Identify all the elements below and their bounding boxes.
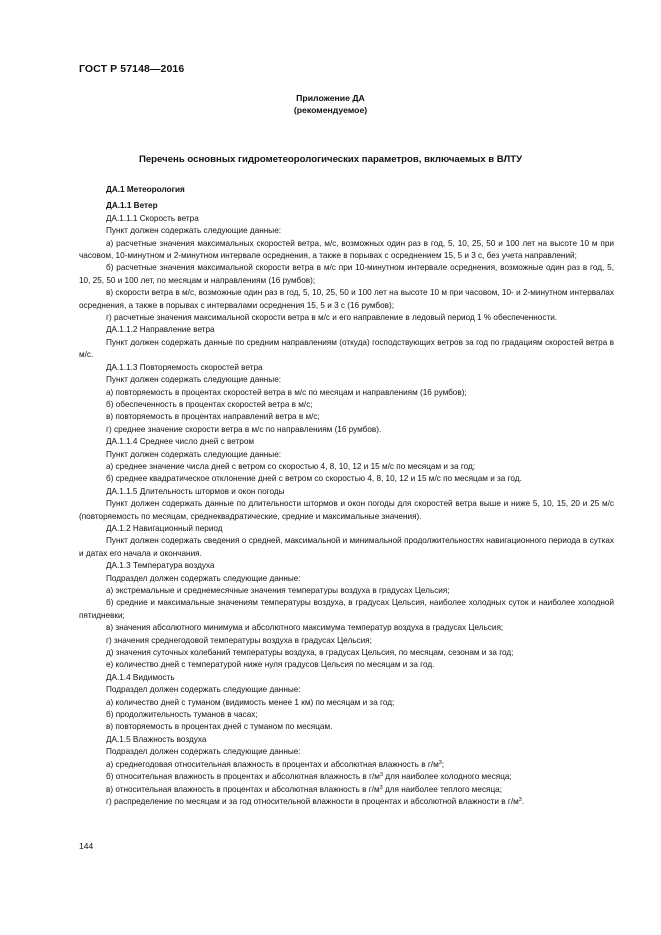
list-item-text: в) относительная влажность в процентах и абсолютная влажность в г/м bbox=[106, 784, 380, 794]
list-item: е) количество дней с температурой ниже нуля градусов Цельсия по месяцам и за год. bbox=[106, 660, 435, 670]
paragraph: Пункт должен содержать сведения о средней, максимальной и минимальной продолжительностях навигационного периода в сутках и датах его начала и окончания. bbox=[79, 536, 614, 558]
list-item bbox=[79, 784, 614, 796]
list-item: б) расчетные значения максимальной скорости ветра в м/с при 10-минутном интервале осреднения, возможные один раз в год, 5, 10, 25, 50 и 100 лет, по месяцам и направлениям (16 румбов); bbox=[79, 263, 614, 285]
paragraph: Пункт должен содержать данные по длительности штормов и окон погоды для скоростей ветра выше и ниже 5, 10, 15, 20 и 25 м/с (повторяемость по месяцам, среднеквадратические, средние и максимальные значения). bbox=[79, 499, 614, 521]
list-item: д) значения суточных колебаний температуры воздуха, в градусах Цельсия, по месяцам, сезонам и за год; bbox=[106, 648, 514, 658]
list-item: а) расчетные значения максимальных скоростей ветра, м/с, возможных один раз в год, 5, 10, 25, 50 и 100 лет на высоте 10 м при часовом, 10-минутном и 2-минутном интервале осреднения, а также в порывах с осреднением 15, 5 и 3 с, без учета направлений; bbox=[79, 238, 614, 261]
paragraph: Подраздел должен содержать следующие данные: bbox=[106, 573, 301, 583]
paragraph: Пункт должен содержать следующие данные: bbox=[106, 226, 282, 236]
section-heading: ДА.1 Метеорология bbox=[106, 185, 185, 194]
list-item: г) среднее значение скорости ветра в м/с по направлениям (16 румбов). bbox=[106, 424, 382, 434]
clause-heading: ДА.1.1.2 Направление ветра bbox=[106, 325, 215, 335]
standard-header: ГОСТ Р 57148—2016 bbox=[79, 63, 185, 75]
list-item: б) средние и максимальные значениям температуры воздуха, в градусах Цельсия, наиболее холодных суток и наиболее холодной пятидневки; bbox=[79, 598, 614, 620]
paragraph: Подраздел должен содержать следующие данные: bbox=[106, 685, 301, 695]
list-item: в) значения абсолютного минимума и абсолютного максимума температур воздуха в градусах Цельсия; bbox=[106, 623, 504, 633]
list-item: б) обеспеченность в процентах скоростей ветра в м/с; bbox=[106, 399, 313, 409]
document-title: Перечень основных гидрометеорологических параметров, включаемых в ВЛТУ bbox=[138, 154, 523, 165]
superscript: 3 bbox=[379, 772, 384, 779]
appendix-title: Приложение ДА bbox=[296, 93, 365, 103]
list-item-tail: для наиболее холодного месяца; bbox=[383, 772, 512, 782]
subsection-heading: ДА.1.4 Видимость bbox=[106, 672, 175, 682]
list-item: а) количество дней с туманом (видимость менее 1 км) по месяцам и за год; bbox=[106, 697, 395, 707]
document-body bbox=[79, 184, 614, 808]
list-item: б) продолжительность туманов в часах; bbox=[106, 710, 258, 720]
list-item-text: г) распределение по месяцам и за год относительной влажности в процентах и абсолютной влажности в г/м bbox=[106, 796, 519, 806]
superscript: 3 bbox=[379, 784, 383, 791]
paragraph: Пункт должен содержать следующие данные: bbox=[106, 449, 282, 459]
appendix-status: (рекомендуемое) bbox=[293, 105, 368, 115]
list-item-tail: для наиболее теплого месяца; bbox=[382, 784, 503, 794]
paragraph: Пункт должен содержать данные по средним направлениям (откуда) господствующих ветров за год по градациям скоростей ветра в м/с. bbox=[79, 337, 614, 360]
list-item: а) экстремальные и среднемесячные значения температуры воздуха в градусах Цельсия; bbox=[106, 586, 450, 595]
list-item: г) значения среднегодовой температуры воздуха в градусах Цельсия; bbox=[106, 635, 372, 645]
clause-heading: ДА.1.1.4 Среднее число дней с ветром bbox=[106, 437, 255, 447]
clause-heading: ДА.1.1.1 Скорость ветра bbox=[106, 213, 199, 223]
list-item: г) расчетные значения максимальной скорости ветра в м/с и его направление в ледовый период 1 % обеспеченности. bbox=[106, 313, 558, 323]
list-item-tail: . bbox=[521, 796, 525, 806]
list-item: а) среднее значение числа дней с ветром со скоростью 4, 8, 10, 12 и 15 м/с по месяцам и за год; bbox=[106, 461, 476, 471]
list-item-text: б) относительная влажность в процентах и абсолютная влажность в г/м bbox=[106, 772, 380, 782]
superscript: 3 bbox=[518, 796, 522, 803]
clause-heading: ДА.1.1.3 Повторяемость скоростей ветра bbox=[106, 362, 263, 372]
paragraph: Пункт должен содержать следующие данные: bbox=[106, 375, 282, 385]
list-item: в) повторяемость в процентах направлений ветра в м/с; bbox=[106, 412, 320, 422]
list-item: в) повторяемость в процентах дней с туманом по месяцам. bbox=[106, 722, 333, 732]
list-item: а) повторяемость в процентах скоростей ветра в м/с по месяцам и направлениям (16 румбов); bbox=[106, 387, 467, 397]
subsection-heading: ДА.1.2 Навигационный период bbox=[106, 523, 223, 533]
list-item-tail: ; bbox=[441, 759, 445, 769]
subsection-heading: ДА.1.1 Ветер bbox=[106, 201, 158, 211]
subsection-heading: ДА.1.3 Температура воздуха bbox=[106, 561, 215, 571]
list-item: б) среднее квадратическое отклонение дней с ветром со скоростью 4, 8, 10, 12 и 15 м/с по месяцам и за год. bbox=[106, 474, 522, 484]
page-number: 144 bbox=[79, 841, 94, 851]
subsection-heading: ДА.1.5 Влажность воздуха bbox=[106, 734, 207, 744]
list-item bbox=[79, 796, 614, 808]
list-item-text: а) среднегодовая относительная влажность в процентах и абсолютная влажность в г/м bbox=[106, 759, 439, 769]
list-item: в) скорости ветра в м/с, возможные один раз в год, 5, 10, 25, 50 и 100 лет на высоте 10 м при часовом, 10- и 2-минутном интервалах осреднения, а также в порывах с интервалами осреднения 15, 5 и 3 с (16 румбов); bbox=[79, 288, 614, 310]
list-item bbox=[79, 759, 614, 771]
superscript: 3 bbox=[438, 759, 442, 766]
paragraph: Подраздел должен содержать следующие данные: bbox=[106, 747, 301, 757]
clause-heading: ДА.1.1.5 Длительность штормов и окон погоды bbox=[106, 486, 285, 496]
list-item bbox=[79, 771, 614, 783]
